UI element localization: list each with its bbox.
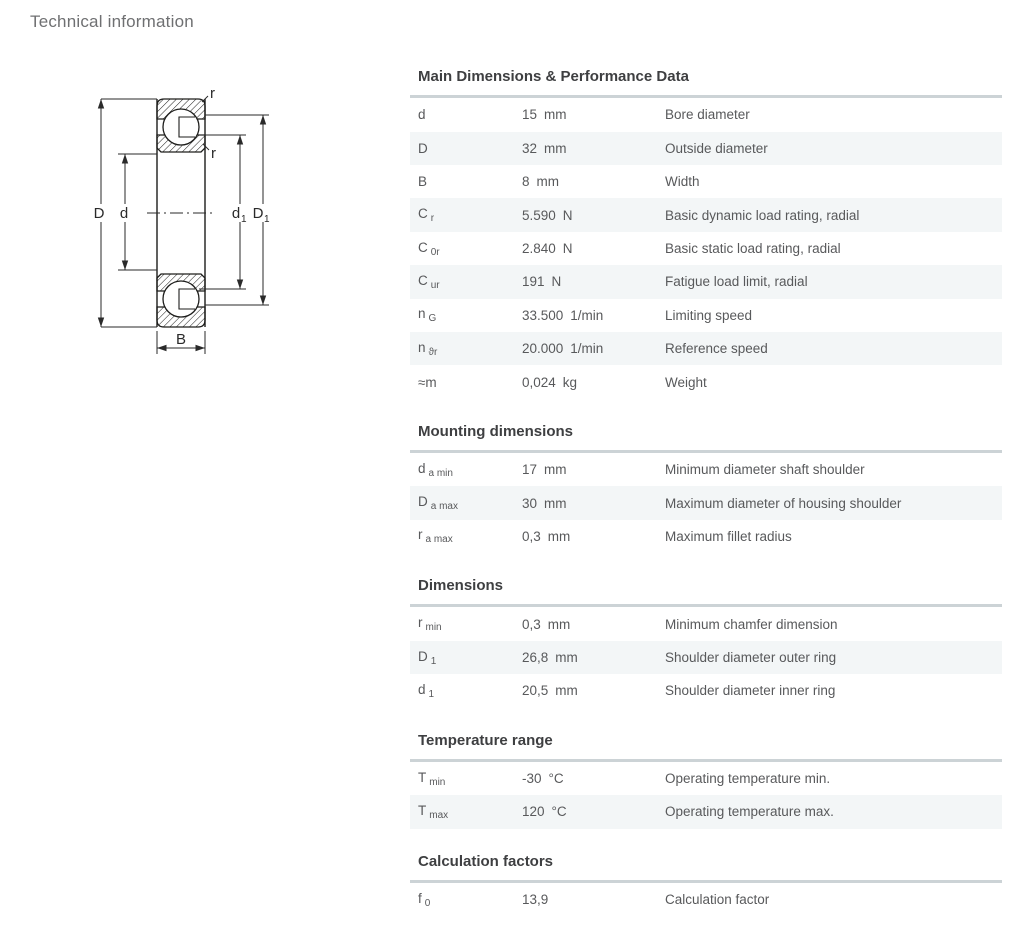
- row-symbol: [410, 682, 522, 700]
- row-symbol: [410, 891, 522, 909]
- value-unit: kg: [562, 374, 578, 390]
- value-unit: °C: [548, 771, 564, 787]
- spec-row: [410, 762, 1002, 795]
- row-value: [522, 274, 665, 289]
- value-unit: °C: [551, 804, 567, 820]
- value-text: 0,024: [522, 374, 556, 390]
- dimension-width: [157, 331, 205, 354]
- spec-row: [410, 232, 1002, 265]
- row-value: [522, 804, 665, 819]
- symbol-subscript: G: [428, 313, 437, 325]
- row-description: Shoulder diameter outer ring: [665, 650, 837, 666]
- value-unit: mm: [547, 528, 571, 544]
- symbol-text: n: [418, 339, 426, 355]
- symbol-text: f: [418, 890, 422, 906]
- dim-label-shoulder-outer: D: [252, 205, 264, 222]
- row-value: [522, 462, 665, 477]
- row-description: Operating temperature min.: [665, 771, 831, 787]
- value-unit: mm: [544, 140, 567, 156]
- symbol-subscript: 0: [424, 897, 431, 909]
- symbol-text: T: [418, 769, 427, 785]
- row-description: Minimum diameter shaft shoulder: [665, 462, 865, 478]
- row-value: [522, 208, 665, 223]
- symbol-subscript: 1: [430, 655, 437, 667]
- value-text: 120: [522, 804, 545, 820]
- spec-row: [410, 332, 1002, 365]
- row-description: Minimum chamfer dimension: [665, 616, 838, 632]
- value-text: 15: [522, 107, 538, 123]
- row-symbol: [410, 340, 522, 358]
- spec-row: [410, 486, 1002, 519]
- symbol-subscript: 1: [428, 688, 435, 700]
- row-description: Maximum diameter of housing shoulder: [665, 495, 902, 511]
- symbol-subscript: min: [425, 622, 442, 634]
- row-symbol: [410, 770, 522, 788]
- spec-row: [410, 265, 1002, 298]
- spec-section: [410, 68, 1002, 399]
- spec-row: [410, 520, 1002, 553]
- value-text: 26,8: [522, 650, 549, 666]
- row-description: Width: [665, 174, 700, 190]
- row-description: Outside diameter: [665, 140, 768, 156]
- value-unit: mm: [544, 107, 567, 123]
- spec-section: [410, 732, 1002, 829]
- row-symbol: [410, 306, 522, 324]
- dim-label-shoulder-inner-sub: 1: [241, 214, 247, 225]
- symbol-text: D: [418, 494, 428, 510]
- row-symbol: [410, 494, 522, 512]
- value-text: 20.000: [522, 341, 564, 357]
- row-value: [522, 241, 665, 256]
- symbol-text: d: [418, 107, 426, 123]
- value-unit: mm: [547, 616, 571, 632]
- row-description: Basic static load rating, radial: [665, 241, 841, 256]
- row-symbol: [410, 107, 522, 122]
- spec-row: [410, 883, 1002, 916]
- section-title: Main Dimensions & Performance Data: [418, 68, 689, 85]
- value-text: 2.840: [522, 241, 556, 256]
- spec-section: [410, 423, 1002, 553]
- spec-row: [410, 165, 1002, 198]
- row-symbol: [410, 174, 522, 189]
- row-value: [522, 375, 665, 390]
- symbol-subscript: ϑr: [428, 346, 438, 358]
- row-description: Operating temperature max.: [665, 804, 834, 820]
- symbol-text: C: [418, 272, 428, 288]
- value-text: 8: [522, 174, 530, 190]
- symbol-subscript: 0r: [430, 246, 440, 258]
- row-description: Fatigue load limit, radial: [665, 274, 808, 290]
- spec-row: [410, 607, 1002, 640]
- section-title: Temperature range: [418, 731, 553, 749]
- row-value: [522, 496, 665, 511]
- bearing-cross-section-drawing: [80, 80, 290, 370]
- row-description: Bore diameter: [665, 107, 750, 123]
- row-value: [522, 341, 665, 356]
- symbol-subscript: max: [429, 809, 449, 821]
- symbol-text: n: [418, 306, 426, 322]
- symbol-text: d: [418, 460, 426, 476]
- spec-row: [410, 98, 1002, 131]
- symbol-subscript: a max: [430, 501, 458, 513]
- row-value: [522, 174, 665, 189]
- row-symbol: [410, 141, 522, 156]
- row-value: [522, 107, 665, 122]
- spec-row: [410, 674, 1002, 707]
- value-unit: 1/min: [570, 341, 604, 357]
- dimension-shoulder-inner-ring: [199, 135, 247, 289]
- row-description: Shoulder diameter inner ring: [665, 683, 836, 699]
- row-value: [522, 892, 665, 907]
- value-text: -30: [522, 771, 542, 787]
- row-value: [522, 529, 665, 544]
- row-description: Calculation factor: [665, 892, 770, 908]
- section-title: Mounting dimensions: [418, 422, 573, 440]
- symbol-text: C: [418, 206, 428, 222]
- symbol-subscript: a min: [428, 467, 453, 479]
- spec-section: [410, 853, 1002, 917]
- page-title: Technical information: [30, 12, 194, 31]
- symbol-subscript: ur: [430, 279, 440, 291]
- value-unit: mm: [536, 174, 560, 190]
- ball-bottom: [163, 281, 199, 317]
- row-symbol: [410, 375, 522, 390]
- value-unit: N: [551, 274, 562, 290]
- row-symbol: [410, 240, 522, 258]
- symbol-text: r: [418, 615, 423, 631]
- value-unit: N: [562, 241, 573, 256]
- value-unit: 1/min: [570, 307, 604, 323]
- value-text: 191: [522, 274, 545, 290]
- bearing-diagram: [80, 80, 290, 370]
- dim-label-bore: d: [119, 205, 129, 222]
- row-symbol: [410, 527, 522, 545]
- value-text: 20,5: [522, 683, 549, 699]
- value-unit: N: [562, 207, 573, 223]
- value-unit: mm: [544, 495, 567, 511]
- section-title: Calculation factors: [418, 852, 554, 870]
- spec-section: [410, 577, 1002, 707]
- value-text: 17: [522, 462, 538, 478]
- spec-row: [410, 795, 1002, 828]
- row-value: [522, 617, 665, 632]
- radius-annotations: [202, 85, 216, 162]
- spec-tables: [410, 68, 1002, 916]
- row-description: Basic dynamic load rating, radial: [665, 207, 860, 223]
- dimension-bore: [118, 154, 157, 270]
- value-text: 13,9: [522, 892, 549, 908]
- row-symbol: [410, 273, 522, 291]
- row-value: [522, 141, 665, 156]
- spec-row: [410, 365, 1002, 398]
- spec-row: [410, 453, 1002, 486]
- symbol-text: C: [418, 239, 428, 255]
- symbol-text: d: [418, 681, 426, 697]
- value-text: 32: [522, 140, 538, 156]
- value-text: 0,3: [522, 616, 541, 632]
- dim-label-shoulder-inner: d: [231, 205, 241, 222]
- row-description: Maximum fillet radius: [665, 528, 792, 544]
- value-text: 0,3: [522, 528, 541, 544]
- symbol-text: D: [418, 140, 428, 156]
- value-text: 33.500: [522, 307, 564, 323]
- row-description: Limiting speed: [665, 307, 753, 323]
- symbol-text: T: [418, 802, 427, 818]
- symbol-subscript: min: [429, 776, 446, 788]
- row-value: [522, 683, 665, 698]
- spec-row: [410, 641, 1002, 674]
- row-symbol: [410, 461, 522, 479]
- row-description: Reference speed: [665, 341, 768, 357]
- spec-row: [410, 299, 1002, 332]
- spec-row: [410, 198, 1002, 231]
- value-text: 30: [522, 495, 538, 511]
- row-symbol: [410, 649, 522, 667]
- section-title: Dimensions: [418, 577, 504, 595]
- row-value: [522, 771, 665, 786]
- row-symbol: [410, 206, 522, 224]
- row-symbol: [410, 803, 522, 821]
- value-unit: mm: [555, 650, 578, 666]
- symbol-subscript: r: [430, 213, 435, 225]
- symbol-text: r: [418, 527, 423, 543]
- symbol-text: D: [418, 648, 428, 664]
- row-symbol: [410, 615, 522, 633]
- symbol-text: ≈m: [418, 374, 437, 390]
- dim-label-outside-diameter: D: [93, 205, 105, 222]
- row-value: [522, 650, 665, 665]
- row-value: [522, 308, 665, 323]
- value-unit: mm: [555, 683, 578, 699]
- dim-label-shoulder-outer-sub: 1: [264, 214, 270, 225]
- dim-label-width: B: [175, 331, 187, 348]
- symbol-subscript: a max: [425, 534, 453, 546]
- dim-label-radius-inner: r: [211, 145, 216, 162]
- spec-row: [410, 132, 1002, 165]
- row-description: Weight: [665, 374, 707, 390]
- value-text: 5.590: [522, 207, 556, 223]
- ball-top: [163, 109, 199, 145]
- symbol-text: B: [418, 174, 428, 190]
- dim-label-radius-top: r: [210, 85, 215, 102]
- value-unit: mm: [544, 462, 567, 478]
